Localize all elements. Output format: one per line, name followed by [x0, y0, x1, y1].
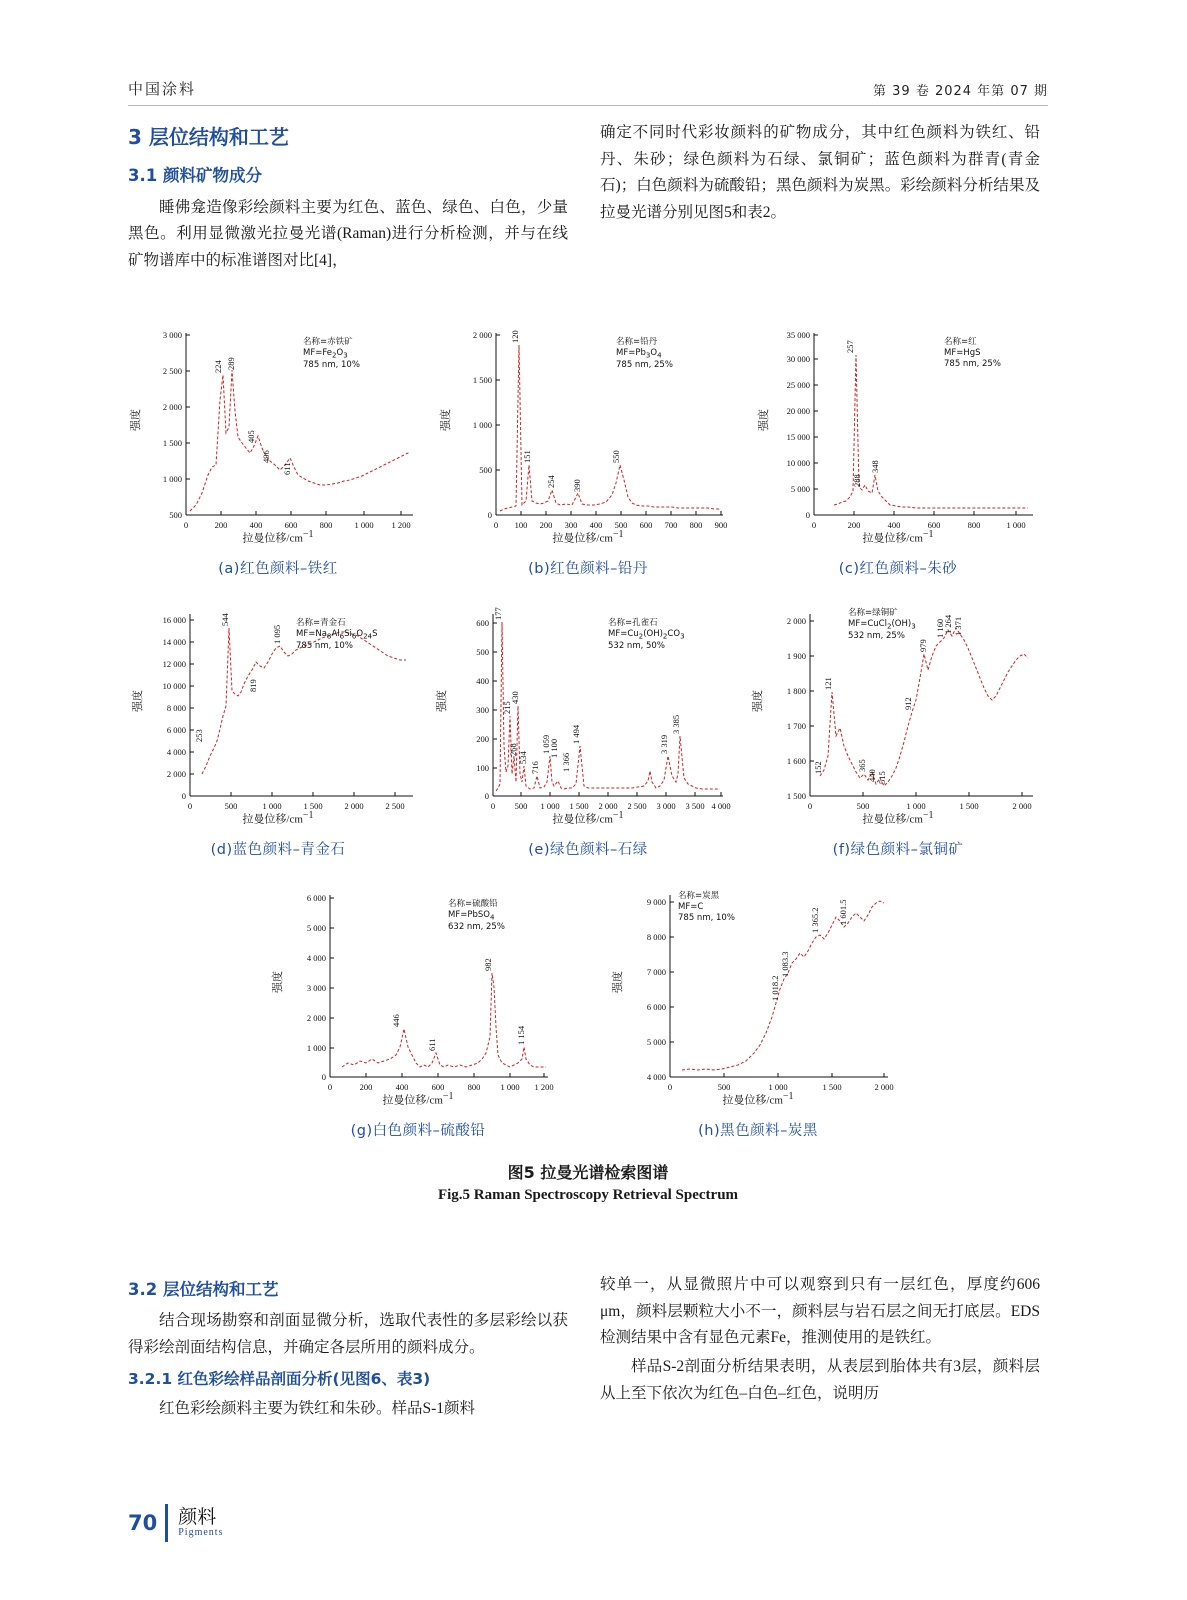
- paragraph: 结合现场勘察和剖面显微分析，选取代表性的多层彩绘以获得彩绘剖面结构信息，并确定各层所用的颜料成分。: [128, 1312, 568, 1357]
- left-column-top: [128, 120, 568, 277]
- svg-text:25 000: 25 000: [786, 380, 810, 390]
- peak-label: 405: [246, 430, 256, 443]
- subfigure-f: [748, 596, 1048, 873]
- subfigure-a: [128, 315, 428, 592]
- svg-text:0: 0: [181, 791, 186, 801]
- peak-label: 982: [483, 958, 493, 971]
- svg-text:600: 600: [476, 618, 489, 628]
- svg-text:800: 800: [967, 520, 981, 530]
- svg-text:20 000: 20 000: [786, 406, 810, 416]
- annotation-box: 名称=铅丹 $MF=Pb_3O_4$ 785 nm, 25%: [616, 337, 673, 370]
- paragraph: 睡佛龛造像彩绘颜料主要为红色、蓝色、绿色、白色，少量黑色。利用显微激光拉曼光谱(Raman)进行分析检测，并与在线矿物谱库中的标准谱图对比[4]，: [128, 198, 568, 270]
- subfigure-d: [128, 596, 428, 873]
- svg-text:100: 100: [514, 520, 528, 530]
- svg-text:10 000: 10 000: [162, 681, 186, 691]
- peak-label: 348: [870, 460, 880, 473]
- svg-text:1 500: 1 500: [959, 801, 979, 811]
- svg-text:200: 200: [214, 520, 228, 530]
- peak-label: 3 319: [659, 734, 669, 754]
- y-axis-label: 强度: [757, 409, 770, 431]
- svg-text:400: 400: [249, 520, 263, 530]
- svg-text:1 700: 1 700: [786, 721, 806, 731]
- svg-text:1 500: 1 500: [822, 1082, 842, 1092]
- chart-b: [438, 315, 738, 555]
- svg-text:6 000: 6 000: [166, 725, 186, 735]
- subsection-heading: 3.2 层位结构和工艺: [128, 1280, 279, 1299]
- svg-text:500: 500: [479, 465, 492, 475]
- svg-text:2 000: 2 000: [598, 801, 618, 811]
- svg-text:1 000: 1 000: [262, 801, 282, 811]
- svg-text:2 000: 2 000: [874, 1082, 894, 1092]
- subfigure-caption: (h)黑色颜料–炭黑: [698, 1123, 818, 1139]
- peak-label: 1 083.3: [780, 951, 790, 977]
- chart-c: [748, 315, 1048, 555]
- svg-text:2 000: 2 000: [344, 801, 364, 811]
- subfigure-caption: (c)红色颜料–朱砂: [838, 561, 958, 577]
- annotation-box: 名称=赤铁矿 $MF=Fe_2O_3$ 785 nm, 10%: [303, 337, 360, 370]
- subfigure-e: [435, 596, 738, 873]
- peak-label: 611: [282, 462, 292, 475]
- svg-text:1 500: 1 500: [162, 438, 182, 448]
- peak-label: 121: [823, 677, 833, 690]
- svg-text:5 000: 5 000: [646, 1037, 666, 1047]
- figure-title-cn: 图5 拉曼光谱检索图谱: [507, 1163, 669, 1182]
- annotation-box: 名称=孔雀石 $MF=Cu_2(OH)_2CO_3$ 532 nm, 50%: [608, 618, 685, 651]
- svg-text:12 000: 12 000: [162, 659, 186, 669]
- svg-text:1 600: 1 600: [786, 756, 806, 766]
- peak-label: 496: [261, 450, 271, 463]
- peak-label: 224: [213, 360, 223, 373]
- right-column-top: [600, 120, 1040, 229]
- subsection-heading: 3.1 颜料矿物成分: [128, 166, 262, 186]
- svg-text:200: 200: [359, 1082, 373, 1092]
- svg-text:2 000: 2 000: [786, 616, 806, 626]
- svg-text:1 000: 1 000: [1006, 520, 1026, 530]
- peak-label: 1 059: [541, 734, 551, 754]
- peak-label: 1 366: [561, 752, 571, 772]
- peak-label: 254: [546, 475, 556, 488]
- x-axis-label: 拉曼位移$/cm^{-1}$: [552, 810, 624, 826]
- svg-text:30 000: 30 000: [786, 354, 810, 364]
- peak-label: 912: [903, 697, 913, 710]
- svg-text:500: 500: [614, 520, 628, 530]
- svg-text:0: 0: [493, 520, 499, 530]
- annotation-box: 名称=硫酸铅 MF=PbSO$_4$ 632 nm, 25%: [448, 899, 505, 932]
- svg-text:1 500: 1 500: [472, 375, 492, 385]
- svg-text:1 000: 1 000: [906, 801, 926, 811]
- svg-text:1 000: 1 000: [768, 1082, 788, 1092]
- subfigure-caption: (a)红色颜料–铁红: [218, 561, 338, 577]
- chart-h: [608, 877, 908, 1117]
- y-axis-label: 强度: [435, 690, 448, 712]
- svg-text:0: 0: [805, 510, 810, 520]
- svg-text:500: 500: [856, 801, 870, 811]
- y-axis-label: 强度: [271, 971, 284, 993]
- y-axis-label: 强度: [131, 690, 144, 712]
- page-footer: [128, 1504, 223, 1542]
- svg-text:1 500: 1 500: [569, 801, 589, 811]
- svg-text:600: 600: [431, 1082, 445, 1092]
- y-axis-label: 强度: [439, 409, 452, 431]
- svg-text:2 000: 2 000: [306, 1013, 326, 1023]
- svg-text:400: 400: [395, 1082, 409, 1092]
- x-axis-label: 拉曼位移$/cm^{-1}$: [862, 529, 934, 545]
- chart-a: [128, 315, 428, 555]
- svg-text:2 000: 2 000: [1012, 801, 1032, 811]
- svg-text:1 500: 1 500: [786, 791, 806, 801]
- svg-text:16 000: 16 000: [162, 615, 186, 625]
- footer-section-en: Pigments: [178, 1527, 224, 1538]
- peak-label: 390: [572, 479, 582, 492]
- svg-text:3 500: 3 500: [685, 801, 705, 811]
- figure-title-en: Fig.5 Raman Spectroscopy Retrieval Spectrum: [437, 1187, 739, 1203]
- peak-label: 120: [510, 330, 520, 343]
- page-number: 70: [128, 1511, 158, 1535]
- svg-text:500: 500: [476, 647, 489, 657]
- peak-label: 430: [510, 691, 520, 704]
- footer-divider: [165, 1504, 168, 1542]
- x-axis-label: 拉曼位移$/cm^{-1}$: [242, 529, 314, 545]
- svg-text:200: 200: [847, 520, 861, 530]
- svg-text:800: 800: [689, 520, 703, 530]
- svg-text:2 000: 2 000: [472, 330, 492, 340]
- chart-g: [268, 877, 568, 1117]
- svg-text:1 200: 1 200: [391, 520, 411, 530]
- svg-text:1 000: 1 000: [472, 420, 492, 430]
- peak-label: 177: [493, 607, 503, 620]
- svg-text:2 500: 2 500: [627, 801, 647, 811]
- peak-label: 253: [194, 729, 204, 742]
- subfigure-b: [438, 315, 738, 592]
- peak-label: 1 601.5: [838, 899, 848, 925]
- y-axis-label: 强度: [129, 409, 142, 431]
- annotation-box: 名称=炭黑 MF=C 785 nm, 10%: [678, 891, 735, 924]
- peak-label: 3 385: [671, 714, 681, 734]
- svg-text:2 000: 2 000: [162, 402, 182, 412]
- figure-row-3: [128, 877, 1048, 1154]
- annotation-box: 名称=青金石 $MF=Na_8Al_6Si_6O_{24}S$ 785 nm, 10%: [296, 618, 378, 651]
- peak-label: 819: [248, 679, 258, 692]
- svg-text:1 000: 1 000: [162, 474, 182, 484]
- svg-text:5 000: 5 000: [790, 484, 810, 494]
- peak-label: 1 095: [272, 624, 282, 644]
- svg-text:5 000: 5 000: [306, 923, 326, 933]
- peak-label: 1 100: [549, 738, 559, 758]
- left-column-bottom: [128, 1272, 568, 1425]
- x-axis-label: 拉曼位移$/cm^{-1}$: [862, 810, 934, 826]
- section-heading: 3 层位结构和工艺: [128, 125, 289, 149]
- x-axis-label: 拉曼位移$/cm^{-1}$: [242, 810, 314, 826]
- peak-label: 1 494: [571, 724, 581, 744]
- svg-text:3 000: 3 000: [162, 330, 182, 340]
- svg-text:900: 900: [714, 520, 728, 530]
- peak-label: 716: [530, 761, 540, 774]
- peak-label: 268: [508, 743, 518, 756]
- svg-text:1 000: 1 000: [306, 1043, 326, 1053]
- peak-label: 365: [857, 759, 867, 772]
- peak-label: 550: [611, 450, 621, 463]
- peak-label: 1 365.2: [810, 907, 820, 933]
- svg-text:4 000: 4 000: [646, 1072, 666, 1082]
- svg-text:0: 0: [667, 1082, 673, 1092]
- svg-text:800: 800: [319, 520, 333, 530]
- svg-text:800: 800: [467, 1082, 481, 1092]
- svg-text:500: 500: [169, 510, 182, 520]
- svg-text:1 000: 1 000: [540, 801, 560, 811]
- peak-label: 446: [391, 1014, 401, 1027]
- peak-label: 1 371: [953, 616, 963, 636]
- svg-text:1 800: 1 800: [786, 686, 806, 696]
- peak-label: 289: [226, 357, 236, 370]
- svg-text:500: 500: [717, 1082, 731, 1092]
- subfigure-caption: (e)绿色颜料–石绿: [528, 842, 648, 858]
- subfigure-g: [268, 877, 568, 1154]
- subfigure-c: [748, 315, 1048, 592]
- subfigure-caption: (d)蓝色颜料–青金石: [210, 842, 346, 858]
- annotation-box: 名称=红 MF=HgS 785 nm, 25%: [944, 337, 1001, 370]
- peak-label: 611: [427, 1038, 437, 1051]
- svg-text:4 000: 4 000: [711, 801, 731, 811]
- svg-text:9 000: 9 000: [646, 897, 666, 907]
- peak-label: 534: [518, 751, 528, 764]
- x-axis-label: 拉曼位移$/cm^{-1}$: [382, 1091, 454, 1107]
- svg-text:0: 0: [321, 1072, 326, 1082]
- svg-text:1 200: 1 200: [534, 1082, 554, 1092]
- svg-text:0: 0: [811, 520, 817, 530]
- y-axis-label: 强度: [751, 690, 764, 712]
- peak-label: 1 154: [516, 1025, 526, 1045]
- svg-text:500: 500: [514, 801, 528, 811]
- peak-label: 979: [918, 639, 928, 652]
- footer-section-cn: 颜料: [178, 1506, 217, 1528]
- peak-label: 1 018.2: [770, 975, 780, 1001]
- svg-text:6 000: 6 000: [646, 1002, 666, 1012]
- svg-text:0: 0: [490, 801, 496, 811]
- svg-text:1 500: 1 500: [303, 801, 323, 811]
- svg-text:0: 0: [487, 510, 492, 520]
- svg-text:300: 300: [476, 705, 489, 715]
- svg-text:7 000: 7 000: [646, 967, 666, 977]
- svg-text:35 000: 35 000: [786, 330, 810, 340]
- svg-text:1 900: 1 900: [786, 651, 806, 661]
- svg-text:0: 0: [484, 791, 489, 801]
- svg-text:4 000: 4 000: [166, 747, 186, 757]
- paragraph: 红色彩绘颜料主要为铁红和朱砂。样品S-1颜料: [159, 1400, 476, 1418]
- svg-text:2 500: 2 500: [162, 366, 182, 376]
- svg-text:15 000: 15 000: [786, 432, 810, 442]
- svg-text:200: 200: [539, 520, 553, 530]
- chart-e: [435, 596, 738, 836]
- svg-text:4 000: 4 000: [306, 953, 326, 963]
- svg-text:8 000: 8 000: [646, 932, 666, 942]
- figure-row-1: [128, 315, 1048, 592]
- subsubsection-heading: 3.2.1 红色彩绘样品剖面分析(见图6、表3): [128, 1369, 431, 1388]
- x-axis-label: 拉曼位移$/cm^{-1}$: [722, 1091, 794, 1107]
- subfigure-h: [608, 877, 908, 1154]
- peak-label: 151: [522, 450, 532, 463]
- svg-text:600: 600: [927, 520, 941, 530]
- paragraph: 较单一，从显微照片中可以观察到只有一层红色，厚度约606 μm，颜料层颗粒大小不一，颜料层与岩石层之间无打底层。EDS检测结果中含有显色元素Fe，推测使用的是铁红。: [600, 1276, 1040, 1347]
- subfigure-caption: (b)红色颜料–铅丹: [528, 561, 648, 577]
- peak-label: 215: [502, 701, 512, 714]
- subfigure-caption: (g)白色颜料–硫酸铅: [350, 1123, 486, 1139]
- svg-text:8 000: 8 000: [166, 703, 186, 713]
- paragraph: 样品S-2剖面分析结果表明，从表层到胎体共有3层，颜料层从上至下依次为红色–白色–红色，说明历: [600, 1357, 1040, 1402]
- svg-text:10 000: 10 000: [786, 458, 810, 468]
- subfigure-caption: (f)绿色颜料–氯铜矿: [832, 842, 964, 858]
- svg-text:600: 600: [284, 520, 298, 530]
- issue-info: 第 39 卷 2024 年第 07 期: [873, 84, 1048, 99]
- svg-text:200: 200: [476, 734, 489, 744]
- svg-text:500: 500: [224, 801, 238, 811]
- svg-text:0: 0: [807, 801, 813, 811]
- svg-text:300: 300: [564, 520, 578, 530]
- x-axis-label: 拉曼位移$/cm^{-1}$: [552, 529, 624, 545]
- chart-d: [128, 596, 428, 836]
- svg-text:14 000: 14 000: [162, 637, 186, 647]
- svg-text:0: 0: [183, 520, 189, 530]
- page-header: [128, 78, 1048, 106]
- svg-text:2 000: 2 000: [166, 769, 186, 779]
- svg-text:0: 0: [187, 801, 193, 811]
- peak-label: 515: [877, 771, 887, 784]
- svg-text:400: 400: [887, 520, 901, 530]
- svg-text:3 000: 3 000: [306, 983, 326, 993]
- peak-label: 257: [845, 340, 855, 353]
- right-column-bottom: [600, 1272, 1040, 1409]
- y-axis-label: 强度: [611, 971, 624, 993]
- svg-text:400: 400: [589, 520, 603, 530]
- journal-name: 中国涂料: [128, 80, 197, 98]
- svg-text:6 000: 6 000: [306, 893, 326, 903]
- svg-text:700: 700: [664, 520, 678, 530]
- peak-label: 440: [867, 769, 877, 782]
- svg-text:1 000: 1 000: [500, 1082, 520, 1092]
- peak-label: 152: [813, 761, 823, 774]
- footer-section: [178, 1508, 223, 1538]
- annotation-box: 名称=绿铜矿 $MF=CuCl_2(OH)_3$ 532 nm, 25%: [848, 608, 916, 641]
- svg-text:0: 0: [327, 1082, 333, 1092]
- svg-text:2 500: 2 500: [385, 801, 405, 811]
- svg-text:400: 400: [476, 676, 489, 686]
- peak-label: 1 160: [935, 618, 945, 638]
- peak-label: 288: [852, 474, 862, 487]
- peak-label: 1 264: [943, 614, 953, 634]
- figure-row-2: [128, 596, 1048, 873]
- paragraph: 确定不同时代彩妆颜料的矿物成分，其中红色颜料为铁红、铅丹、朱砂；绿色颜料为石绿、氯铜矿；蓝色颜料为群青(青金石)；白色颜料为硫酸铅；黑色颜料为炭黑。彩绘颜料分析结果及拉曼光谱分别见图5和表2。: [600, 124, 1040, 221]
- svg-text:1 000: 1 000: [354, 520, 374, 530]
- peak-label: 544: [220, 613, 230, 626]
- chart-f: [748, 596, 1048, 836]
- svg-text:100: 100: [476, 763, 489, 773]
- figure-5: [128, 315, 1048, 1204]
- svg-text:3 000: 3 000: [656, 801, 676, 811]
- svg-text:600: 600: [639, 520, 653, 530]
